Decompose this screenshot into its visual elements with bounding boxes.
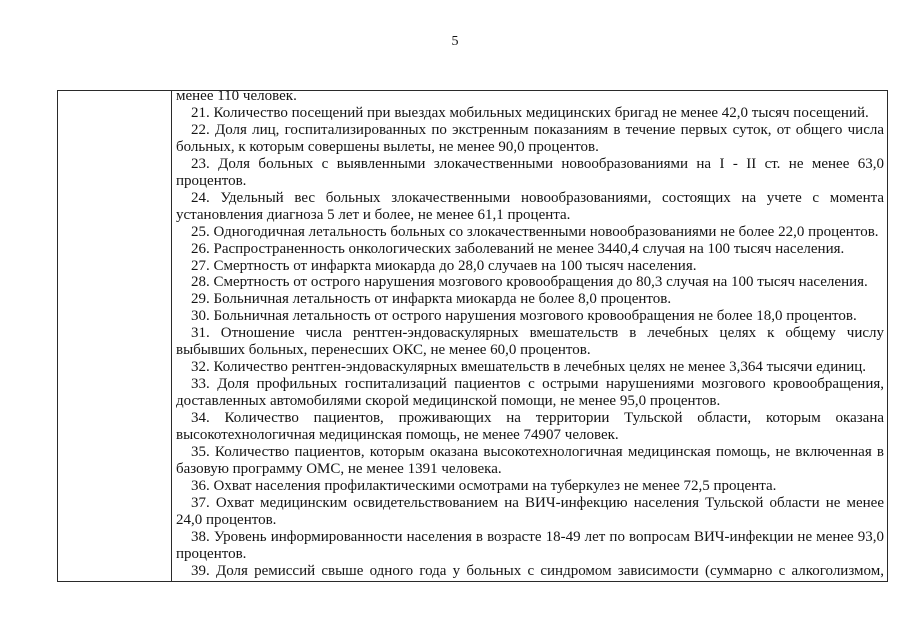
text-line: 28. Смертность от острого нарушения мозгового кровообращения до 80,3 случая на 100 тысяч населения. <box>191 274 868 291</box>
text-line: базовую программу ОМС, не менее 1391 человека. <box>176 460 502 477</box>
text-line: 21. Количество посещений при выездах мобильных медицинских бригад не менее 42,0 тысяч посещений. <box>191 104 869 121</box>
text-line: высокотехнологичная медицинская помощь, не менее 74907 человек. <box>176 427 619 444</box>
text-line: 22. Доля лиц, госпитализированных по экстренным показаниям в течение первых суток, от общего числа <box>191 121 884 138</box>
text-line: 23. Доля больных с выявленными злокачественными новообразованиями на I - II ст. не менее 63,0 <box>191 155 884 172</box>
text-line: 30. Больничная летальность от острого нарушения мозгового кровообращения не более 18,0 процентов. <box>191 308 857 325</box>
text-line: 38. Уровень информированности населения в возрасте 18-49 лет по вопросам ВИЧ-инфекции не менее 93,0 <box>191 528 884 545</box>
text-line: установления диагноза 5 лет и более, не менее 61,1 процента. <box>176 206 571 223</box>
indicator-29 <box>176 291 884 308</box>
indicator-37 <box>176 495 884 529</box>
indicator-34 <box>176 410 884 444</box>
indicator-39 <box>176 563 884 580</box>
indicator-21 <box>176 105 884 122</box>
text-line: доставленных автомобилями скорой медицинской помощи, не менее 95,0 процентов. <box>176 393 721 410</box>
indicator-38 <box>176 529 884 563</box>
indicator-31 <box>176 325 884 359</box>
text-line: выбывших больных, перенесших ОКС, не менее 60,0 процентов. <box>176 342 591 359</box>
text-line: менее 110 человек. <box>176 91 297 104</box>
paragraph-continued <box>176 91 884 105</box>
text-line: процентов. <box>176 545 247 562</box>
indicator-27 <box>176 258 884 275</box>
page-number: 5 <box>451 34 459 49</box>
indicator-28 <box>176 274 884 291</box>
text-line: 29. Больничная летальность от инфаркта миокарда не более 8,0 процентов. <box>191 291 672 308</box>
text-line: 34. Количество пациентов, проживающих на территории Тульской области, которым оказана <box>191 410 884 427</box>
text-line: 37. Охват медицинским освидетельствованием на ВИЧ-инфекцию населения Тульской области не менее <box>191 494 884 511</box>
indicator-26 <box>176 241 884 258</box>
text-line: 31. Отношение числа рентген-эндоваскулярных вмешательств в лечебных целях к общему числу <box>191 325 884 342</box>
indicator-23 <box>176 156 884 190</box>
indicator-25 <box>176 224 884 241</box>
text-line: 24,0 процентов. <box>176 511 277 528</box>
text-line: 32. Количество рентген-эндоваскулярных вмешательств в лечебных целях не менее 3,364 тысячи единиц. <box>191 359 867 376</box>
table-cell-right <box>172 91 887 581</box>
table-cell-text <box>176 91 884 580</box>
text-line: процентов. <box>176 172 247 189</box>
text-line: 35. Количество пациентов, которым оказана высокотехнологичная медицинская помощь, не включенная в <box>191 444 884 461</box>
indicator-32 <box>176 359 884 376</box>
text-line: 25. Одногодичная летальность больных со злокачественными новообразованиями не более 22,0 процентов. <box>191 223 879 240</box>
text-line: 27. Смертность от инфаркта миокарда до 28,0 случаев на 100 тысяч населения. <box>191 257 697 274</box>
indicator-33 <box>176 376 884 410</box>
text-line: больных, к которым совершены вылеты, не менее 90,0 процентов. <box>176 138 599 155</box>
text-line: 24. Удельный вес больных злокачественными новообразованиями, состоящих на учете с момента <box>191 189 884 206</box>
text-line: 39. Доля ремиссий свыше одного года у больных с синдромом зависимости (суммарно с алкоголизмом, <box>191 562 884 579</box>
indicator-30 <box>176 308 884 325</box>
indicator-35 <box>176 444 884 478</box>
indicator-24 <box>176 190 884 224</box>
table-cell-left <box>58 91 172 581</box>
indicator-36 <box>176 478 884 495</box>
indicators-table <box>57 90 888 582</box>
text-line: 26. Распространенность онкологических заболеваний не менее 3440,4 случая на 100 тысяч населения. <box>191 240 845 257</box>
indicator-22 <box>176 122 884 156</box>
text-line: 33. Доля профильных госпитализаций пациентов с острыми нарушениями мозгового кровообращения, <box>191 376 884 393</box>
text-line: 36. Охват населения профилактическими осмотрами на туберкулез не менее 72,5 процента. <box>191 477 777 494</box>
